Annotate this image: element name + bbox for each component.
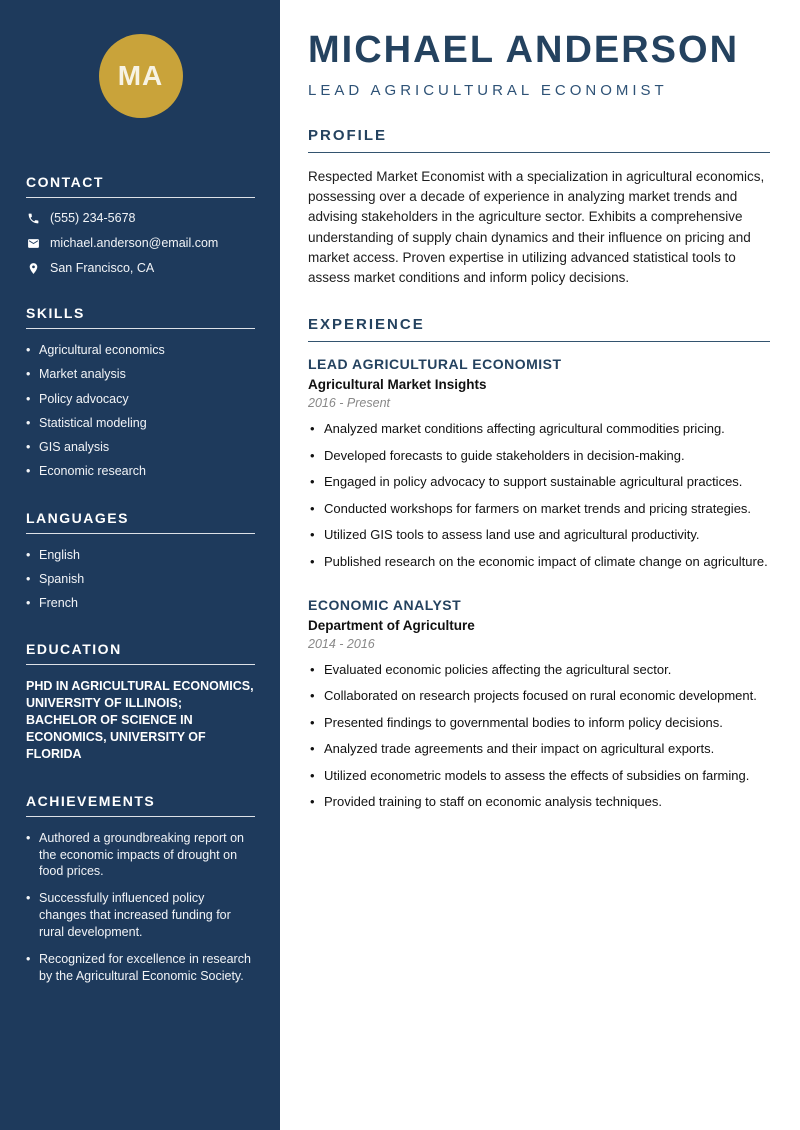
contact-phone-text: (555) 234-5678 — [50, 211, 136, 225]
avatar — [99, 34, 183, 118]
section-divider — [26, 533, 255, 534]
candidate-name: MICHAEL ANDERSON — [308, 29, 740, 71]
section-divider — [26, 197, 255, 198]
profile-section — [308, 127, 770, 289]
languages-section — [26, 510, 255, 612]
section-divider — [308, 152, 770, 153]
skill-item: • Market analysis — [26, 366, 255, 382]
job-bullet: • Analyzed market conditions affecting agricultural commodities pricing. — [308, 420, 770, 438]
skill-item: • Economic research — [26, 463, 255, 479]
education-text: PHD IN AGRICULTURAL ECONOMICS, UNIVERSITY OF ILLINOIS; BACHELOR OF SCIENCE IN ECONOMICS, UNIVERSITY OF FLORIDA — [26, 679, 254, 761]
section-divider — [26, 816, 255, 817]
job-bullet: • Conducted workshops for farmers on market trends and pricing strategies. — [308, 500, 770, 518]
section-divider — [308, 341, 770, 342]
section-divider — [26, 664, 255, 665]
contact-location — [26, 261, 255, 275]
contact-location-text: San Francisco, CA — [50, 261, 155, 275]
achievement-item: • Recognized for excellence in research by the Agricultural Economic Society. — [26, 951, 255, 985]
job-bullet: • Evaluated economic policies affecting the agricultural sector. — [308, 661, 770, 679]
job-bullets — [308, 420, 770, 570]
job-bullet: • Developed forecasts to guide stakeholders in decision-making. — [308, 447, 770, 465]
job-bullet: • Presented findings to governmental bodies to inform policy decisions. — [308, 714, 770, 732]
job-bullet: • Utilized GIS tools to assess land use and agricultural productivity. — [308, 526, 770, 544]
skills-list — [26, 342, 255, 480]
job-dates: 2014 - 2016 — [308, 636, 375, 651]
education-section — [26, 641, 255, 762]
languages-heading: LANGUAGES — [26, 509, 129, 526]
job-bullet: • Collaborated on research projects focused on rural economic development. — [308, 687, 770, 705]
skills-section — [26, 305, 255, 480]
sidebar — [0, 0, 280, 1130]
contact-email-text: michael.anderson@email.com — [50, 236, 219, 250]
education-heading: EDUCATION — [26, 641, 122, 658]
skill-item: • Statistical modeling — [26, 415, 255, 431]
email-icon — [26, 236, 40, 250]
languages-list — [26, 547, 255, 612]
contact-email — [26, 236, 255, 250]
job-company: Agricultural Market Insights — [308, 377, 487, 393]
experience-heading: EXPERIENCE — [308, 316, 425, 334]
achievement-item: • Successfully influenced policy changes that increased funding for rural development. — [26, 890, 255, 941]
skill-item: • Policy advocacy — [26, 391, 255, 407]
avatar-initials: MA — [117, 60, 164, 91]
job-bullet: • Analyzed trade agreements and their impact on agricultural exports. — [308, 740, 770, 758]
profile-text: Respected Market Economist with a specialization in agricultural economics, possessing over a decade of experience in analyzing market trends and advising stakeholders in the agriculture sector. Exhibits a comprehensive understanding of supply chain dynamics and their influence on pricing and market access. Proven expertise in utilizing advanced statistical tools to assess market conditions and inform policy decisions. — [308, 168, 765, 286]
avatar-wrap — [26, 34, 255, 118]
job-dates: 2016 - Present — [308, 396, 390, 411]
candidate-title: LEAD AGRICULTURAL ECONOMIST — [308, 81, 668, 99]
language-item: • English — [26, 547, 255, 563]
achievement-item: • Authored a groundbreaking report on the economic impacts of drought on food prices. — [26, 830, 255, 881]
contact-phone — [26, 211, 255, 225]
job-company: Department of Agriculture — [308, 617, 475, 633]
phone-icon — [26, 211, 40, 225]
profile-heading: PROFILE — [308, 126, 388, 144]
section-divider — [26, 328, 255, 329]
skill-item: • Agricultural economics — [26, 342, 255, 358]
language-item: • Spanish — [26, 571, 255, 587]
skill-item: • GIS analysis — [26, 439, 255, 455]
main-content — [280, 0, 800, 1130]
language-item: • French — [26, 595, 255, 611]
job-bullet: • Provided training to staff on economic analysis techniques. — [308, 793, 770, 811]
achievements-section — [26, 793, 255, 985]
contact-heading: CONTACT — [26, 174, 104, 190]
contact-section — [26, 174, 255, 275]
job-title: LEAD AGRICULTURAL ECONOMIST — [308, 356, 562, 373]
job-bullet: • Published research on the economic impact of climate change on agriculture. — [308, 553, 770, 571]
job-title: ECONOMIC ANALYST — [308, 596, 462, 613]
job-bullets — [308, 661, 770, 811]
job-bullet: • Engaged in policy advocacy to support sustainable agricultural practices. — [308, 473, 770, 491]
achievements-heading: ACHIEVEMENTS — [26, 792, 156, 809]
location-icon — [26, 261, 40, 275]
job-bullet: • Utilized econometric models to assess the effects of subsidies on farming. — [308, 767, 770, 785]
experience-section — [308, 316, 770, 811]
job-entry — [308, 597, 770, 811]
achievements-list — [26, 830, 255, 985]
job-entry — [308, 356, 770, 570]
skills-heading: SKILLS — [26, 305, 85, 321]
